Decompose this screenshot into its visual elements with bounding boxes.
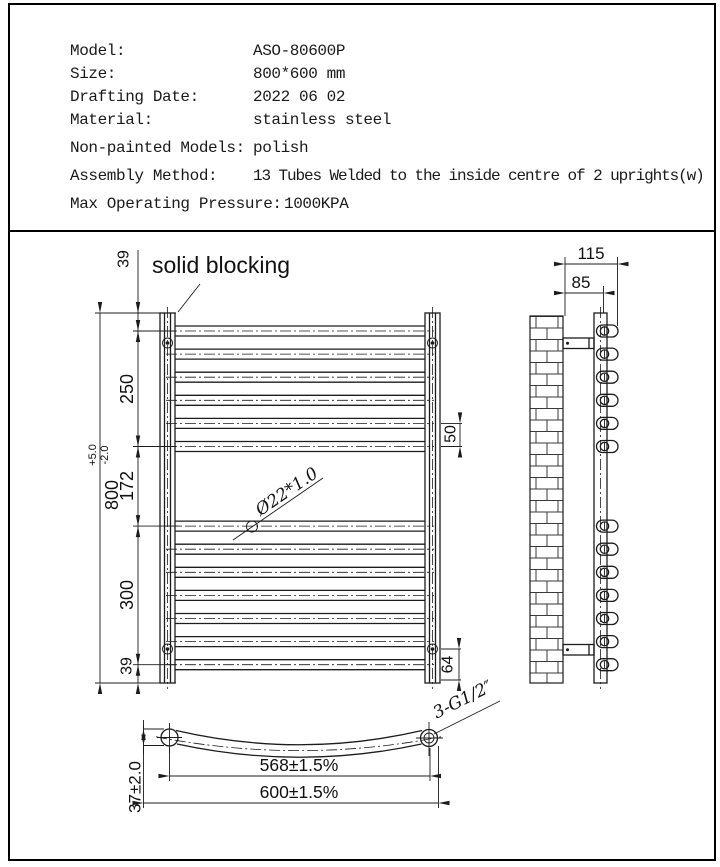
centers-width-dim — [170, 748, 431, 781]
dim-tube-spec: Ø22*1.0 — [252, 463, 322, 521]
wall-section — [530, 316, 563, 683]
front-overall-height-dim — [87, 313, 122, 683]
curved-tube — [156, 731, 441, 758]
mounting-screws — [163, 338, 438, 654]
dim-bottom-section: 300 — [117, 579, 137, 611]
dim-top-offset: 39 — [115, 250, 133, 268]
spec-value: ASO-80600P — [253, 42, 346, 60]
spec-value: stainless steel — [253, 111, 392, 129]
side-depth-dims — [565, 244, 618, 326]
dim-tube-spacing: 50 — [442, 425, 460, 443]
tube-spacing-dim — [441, 423, 462, 446]
spec-label: Max Operating Pressure: — [70, 195, 282, 213]
front-view — [87, 250, 462, 689]
spec-label: Drafting Date: — [70, 88, 199, 106]
spec-value: 13 Tubes Welded to the inside centre of 2 uprights(w) — [253, 167, 704, 185]
side-view — [530, 244, 618, 689]
dim-connections: 3-G1/2″ — [429, 676, 497, 724]
dim-tolerance-minus: -2.0 — [99, 445, 111, 465]
tube-spec-callout — [233, 464, 323, 540]
spec-label: Non-painted Models: — [70, 139, 245, 157]
spec-label: Material: — [70, 111, 153, 129]
dim-centers-width: 568±1.5% — [259, 755, 339, 775]
dim-depth-bracket: 85 — [571, 273, 591, 292]
spec-value: 800*600 mm — [253, 65, 346, 83]
spec-label: Size: — [70, 65, 117, 83]
dim-depth-overall: 115 — [577, 244, 605, 263]
bottom-bracket-dim — [440, 649, 462, 680]
dim-overall-width: 600±1.5% — [259, 782, 339, 802]
dim-top-section: 250 — [117, 373, 137, 405]
bottom-view — [126, 677, 501, 813]
solid-blocking-label: solid blocking — [152, 252, 291, 278]
wall-bracket-top — [563, 338, 594, 349]
spec-value: 1000KPA — [284, 195, 349, 213]
left-upright — [160, 307, 175, 689]
solid-blocking-callout — [152, 252, 290, 312]
tube-rails — [166, 326, 434, 670]
dim-bottom-bracket: 64 — [439, 655, 457, 674]
dim-tolerance-plus: +5.0 — [87, 444, 99, 466]
side-upright — [594, 307, 607, 689]
dim-bow-depth: 37±2.0 — [125, 761, 145, 813]
spec-label: Model: — [70, 42, 126, 60]
spec-value: 2022 06 02 — [253, 88, 346, 106]
dim-middle-gap: 172 — [117, 470, 137, 502]
spec-value: polish — [253, 139, 309, 157]
right-upright — [425, 307, 440, 689]
bow-depth-dim — [126, 720, 165, 813]
dim-overall-height: 800 — [102, 479, 122, 511]
dim-bottom-offset: 39 — [118, 657, 136, 675]
connection-callout — [430, 677, 500, 734]
spec-label: Assembly Method: — [70, 167, 218, 185]
wall-bracket-bottom — [563, 645, 594, 656]
